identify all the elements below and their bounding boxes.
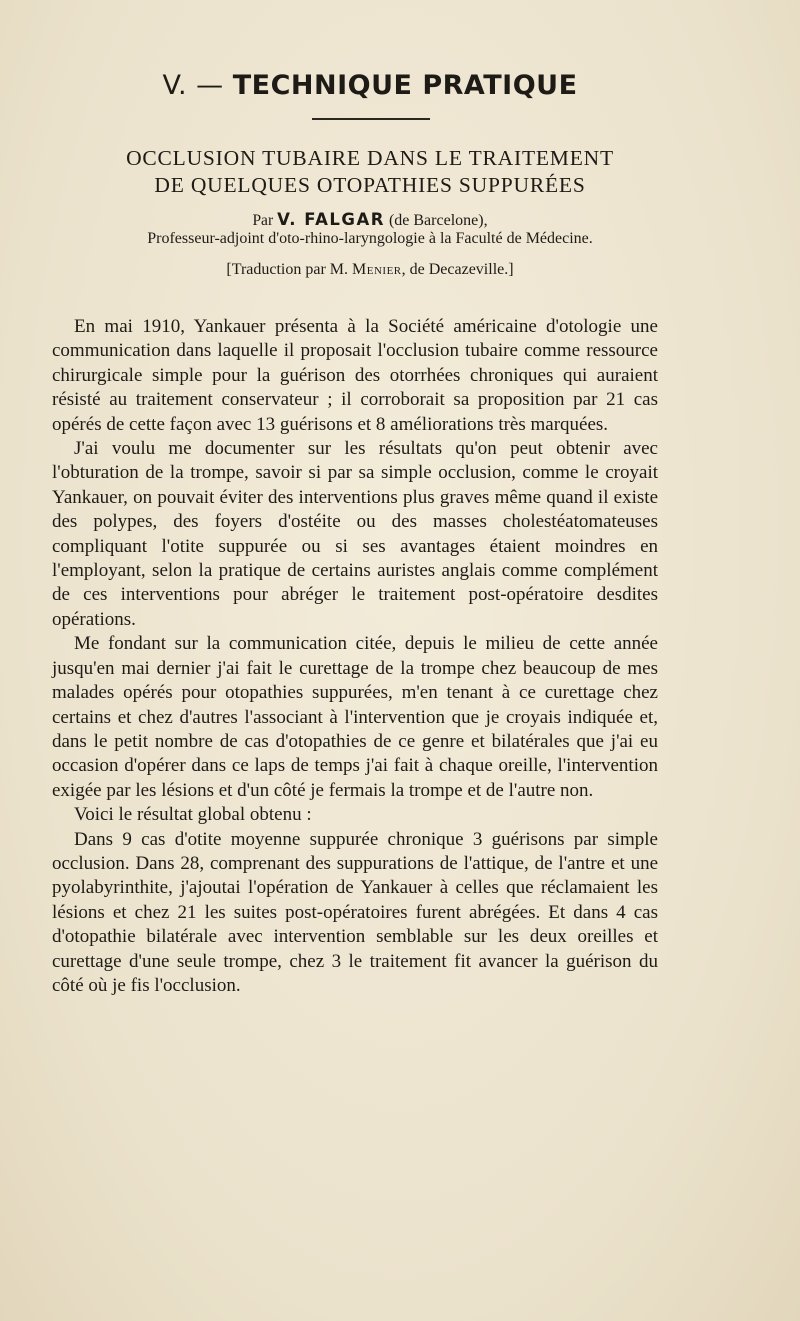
article-title-line-2: DE QUELQUES OTOPATHIES SUPPURÉES <box>154 173 586 197</box>
title-rule <box>312 118 430 120</box>
paragraph-5: Dans 9 cas d'otite moyenne suppurée chronique 3 guérisons par simple occlusion. Dans 28, comprenant des suppurations de l'attique, de l'antre et une pyolabyrinthite, j'ajoutai l'opération de Yankauer à celles que réclamaient les lésions et chez 21 les suites post-opératoires furent abrégées. Et dans 4 cas d'otopathie bilatérale avec intervention semblable sur les deux oreilles et curettage d'une seule trompe, chez 3 le traitement fit avancer la guérison du côté où je fis l'occlusion. <box>52 828 658 996</box>
translation-prefix: [Traduction par M. <box>226 261 349 278</box>
author-origin: (de Barcelone), <box>388 212 488 229</box>
byline-prefix: Par <box>252 212 274 229</box>
article-body <box>52 315 658 998</box>
translator-name: Menier <box>352 261 402 278</box>
byline <box>0 209 740 231</box>
section-number: V. — <box>162 70 224 101</box>
author-affiliation: Professeur-adjoint d'oto-rhino-laryngologie à la Faculté de Médecine. <box>147 230 593 247</box>
section-name: TECHNIQUE PRATIQUE <box>232 70 578 101</box>
paragraph-3: Me fondant sur la communication citée, depuis le milieu de cette année jusqu'en mai dernier j'ai fait le curettage de la trompe chez beaucoup de mes malades opérés pour otopathies suppurées, m'en tenant à ce curettage chez certains et chez d'autres l'associant à l'intervention que je croyais indiquée et, dans le petit nombre de cas d'otopathies de ce genre et bilatérales que j'ai eu occasion d'opérer dans ce laps de temps j'ai fait à chaque oreille, l'intervention exigée par les lésions et d'un côté je fermais la trompe et de l'autre non. <box>52 633 658 801</box>
paragraph-2: J'ai voulu me documenter sur les résultats qu'on peut obtenir avec l'obturation de la trompe, savoir si par sa simple occlusion, comme le croyait Yankauer, on pouvait éviter des interventions plus graves même quand il existe des polypes, des foyers d'ostéite ou des masses cholestéatomateuses compliquant l'otite suppurée ou si ses avantages étaient moindres en l'employant, selon la pratique de certains auristes anglais comme complément de ces interventions pour abréger le traitement post-opératoire desdites opérations. <box>52 438 658 630</box>
translation-suffix: , de Decazeville.] <box>401 261 514 278</box>
paragraph-4: Voici le résultat global obtenu : <box>74 804 312 826</box>
article-title-line-1: OCCLUSION TUBAIRE DANS LE TRAITEMENT <box>126 146 614 170</box>
author-name: V. FALGAR <box>277 210 385 229</box>
section-title <box>0 70 740 101</box>
paragraph-1: En mai 1910, Yankauer présenta à la Société américaine d'otologie une communication dans laquelle il proposait l'occlusion tubaire comme ressource chirurgicale simple pour la guérison des otorrhées chroniques qui auraient résisté au traitement conservateur ; il corroborait sa proposition par 21 cas opérés de cette façon avec 13 guérisons et 8 améliorations très marquées. <box>52 316 658 435</box>
article-title <box>0 145 740 199</box>
translation-credit <box>0 261 740 279</box>
